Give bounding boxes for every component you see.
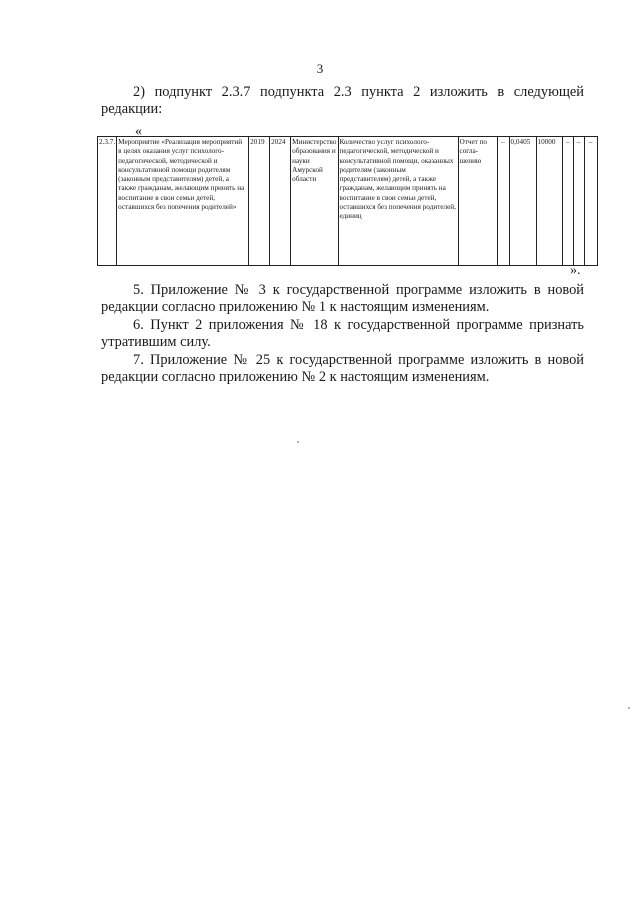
amendment-table [97, 136, 598, 266]
cell-value-3: 10000 [536, 137, 562, 266]
cell-number: 2.3.7. [98, 137, 117, 266]
scan-speck [628, 707, 630, 709]
item-5: 5. Приложение № 3 к государственной программе изложить в новой редакции согласно приложению № 1 к настоящим изменениям. [101, 282, 584, 315]
cell-activity-name: Мероприятие «Реализация мероприятий в целях оказания услуг психолого-педагогической, методической и консультативной помощи родителям (законным представителям) детей, а также гражданам, желающим принять на воспитание в свои семьи детей, оставшихся без попечения родителей» [117, 137, 249, 266]
cell-year-end: 2024 [270, 137, 291, 266]
scan-speck [297, 441, 299, 443]
amendment-intro: 2) подпункт 2.3.7 подпункта 2.3 пункта 2 изложить в следующей редакции: [101, 84, 584, 117]
cell-value-5: – [573, 137, 584, 266]
item-6: 6. Пункт 2 приложения № 18 к государственной программе признать утратившим силу. [101, 317, 584, 350]
table-row [98, 137, 598, 266]
cell-year-start: 2019 [249, 137, 270, 266]
cell-value-4: – [562, 137, 573, 266]
cell-value-1: – [497, 137, 509, 266]
close-quote: ». [570, 263, 581, 278]
cell-indicator: Количество услуг психолого-педагогической, методической и консультативной помощи, оказанных родителям (законным представителям) детей, а также гражданам, желающим принять на воспитание в свои семьи детей, оставшихся без попечения родителей, единиц [338, 137, 458, 266]
cell-report: Отчет по согла-шению [458, 137, 497, 266]
cell-value-2: 0,0405 [509, 137, 536, 266]
cell-executor: Министерство образования и науки Амурской области [291, 137, 338, 266]
open-quote: « [135, 124, 142, 139]
page-number: 3 [316, 61, 324, 76]
item-7: 7. Приложение № 25 к государственной программе изложить в новой редакции согласно приложению № 2 к настоящим изменениям. [101, 352, 584, 385]
cell-value-6: – [584, 137, 597, 266]
